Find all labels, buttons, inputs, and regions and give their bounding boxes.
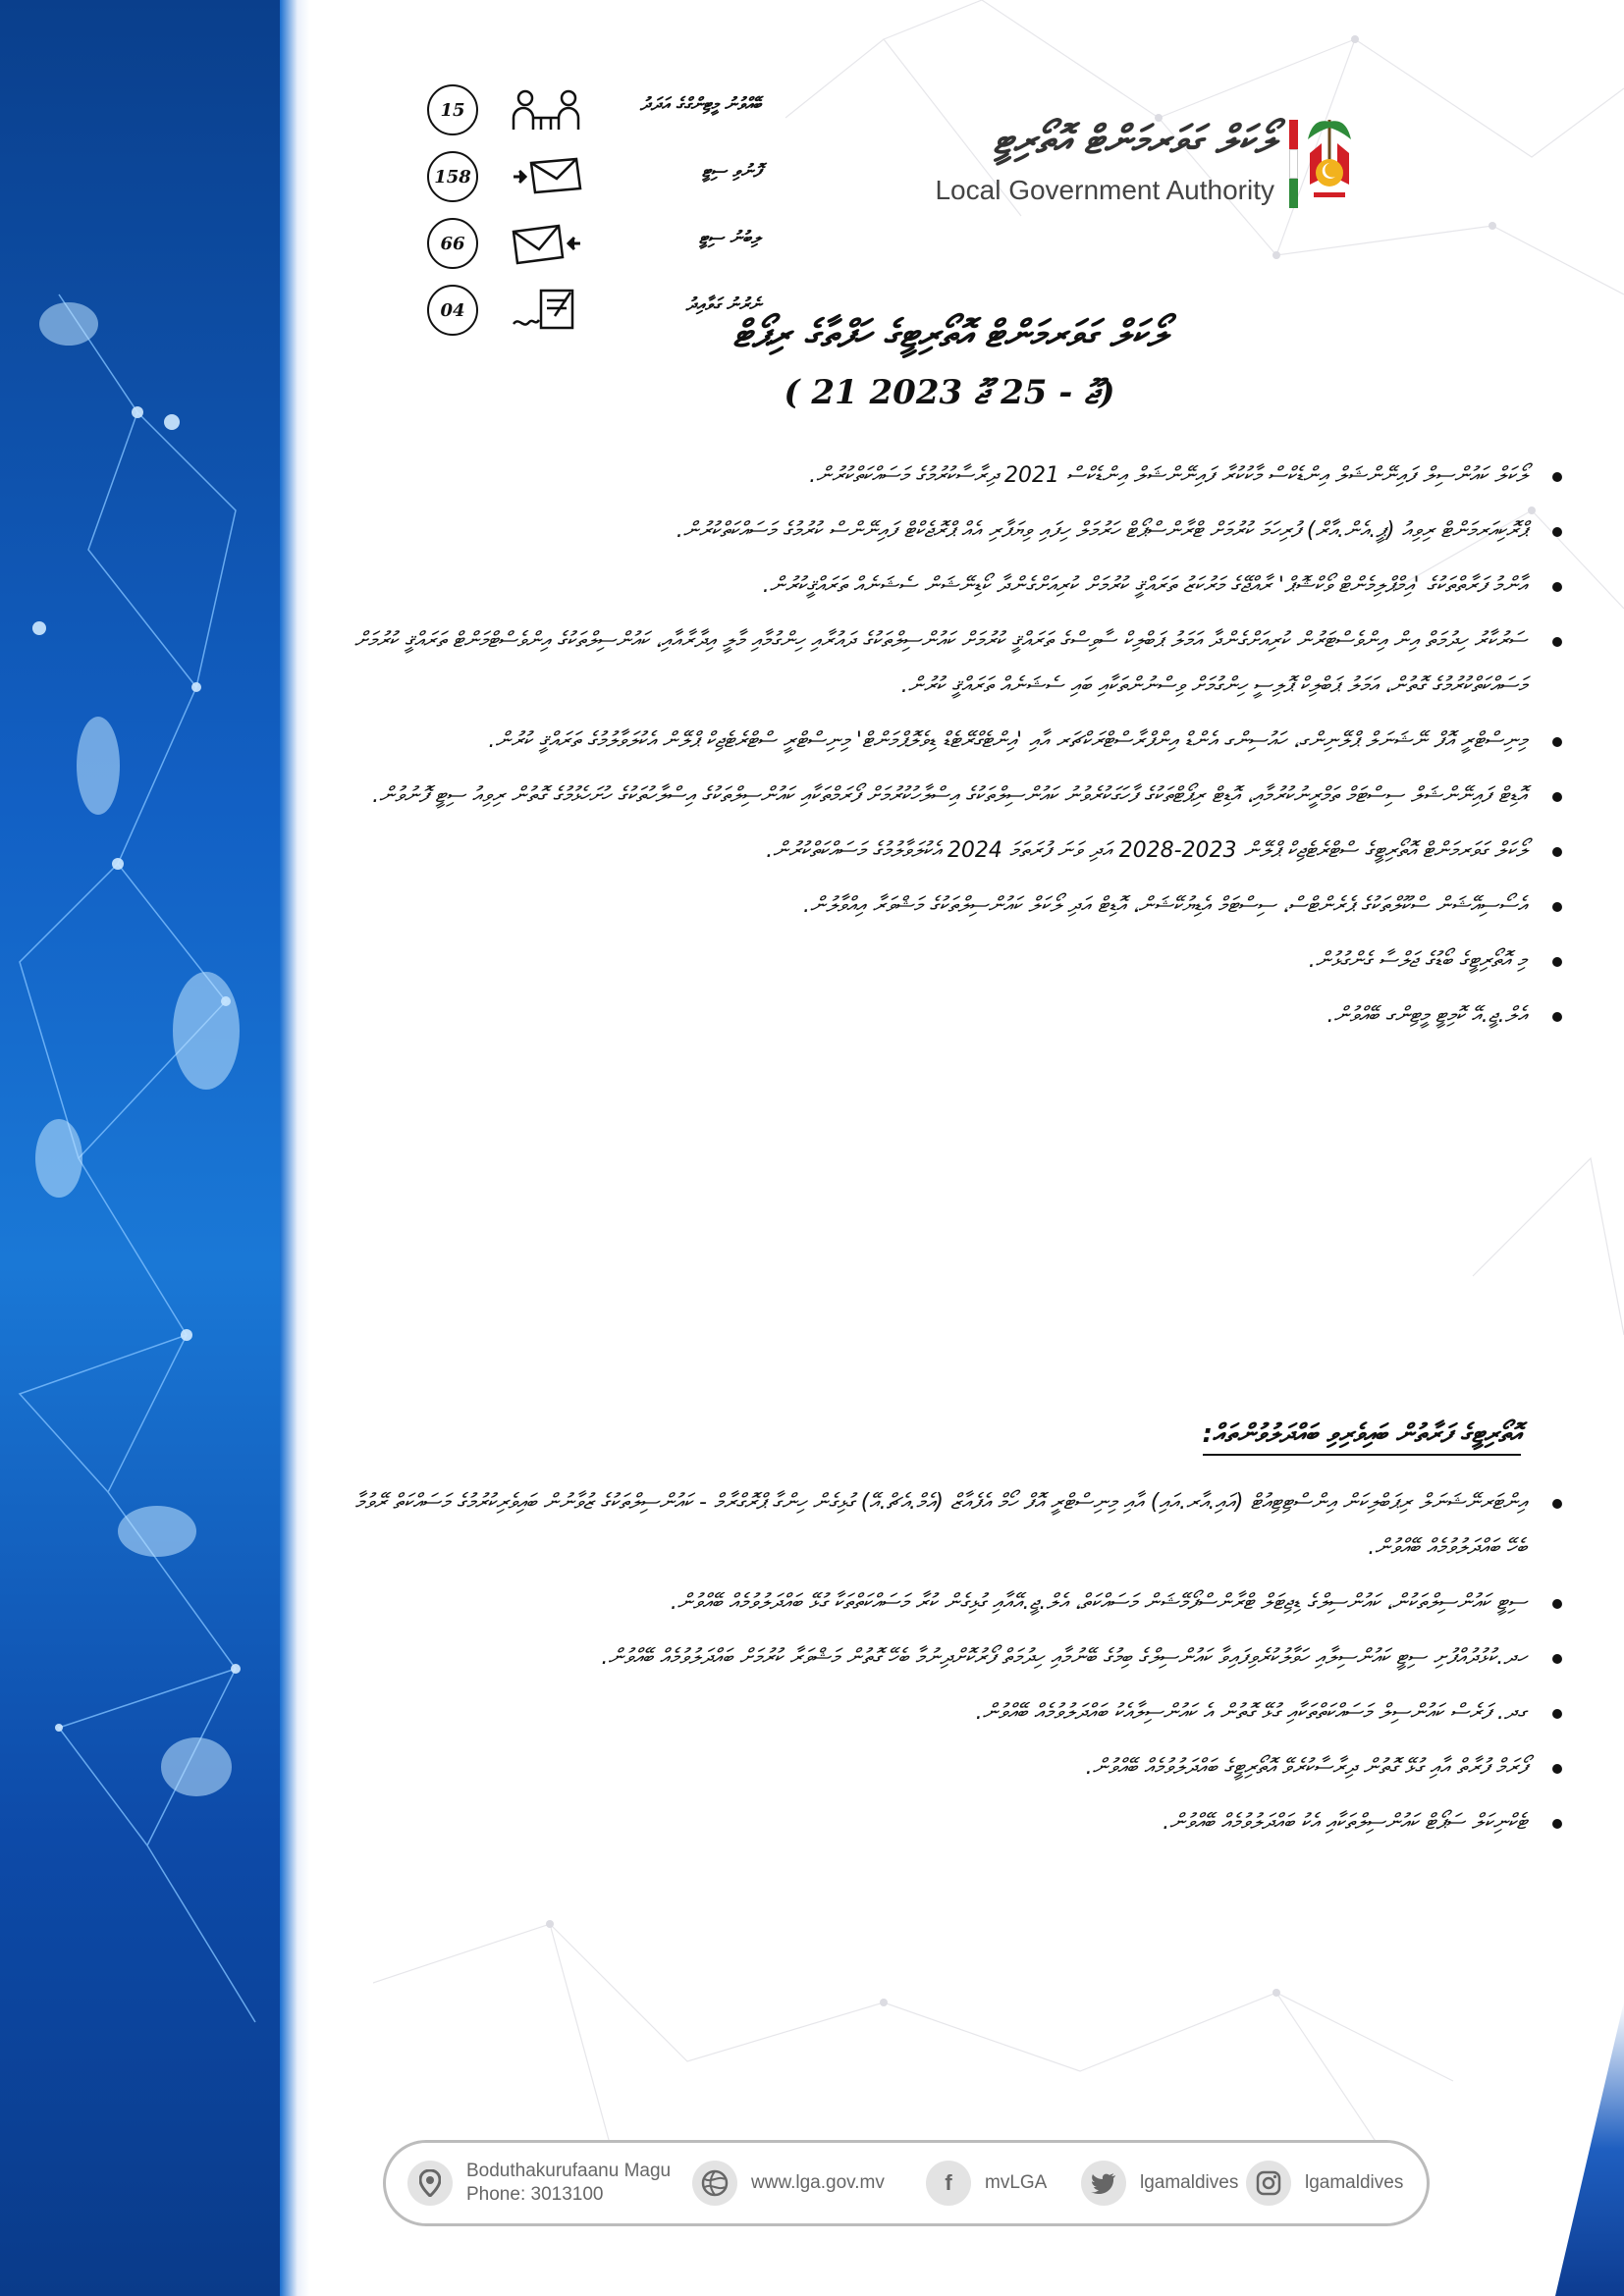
list-item: ސަރުކާރު ހިދުމަތް އިން އިންވެސްޓަރުން ކުރިއަށްގެންދާ އަމަލު ޕަބްލިކް ސާވިސްގެ ތަރައްޤީ ކުރުމަށް ކައުންސިލްތަކުގެ ދައުރާއި ހިންގުމާއި މާލީ އިދާރާއާއި، ކައުންސިލްތަކުގެ އިންވެސްޓްމަންޓް ތަރައްޤީ ކުރުމަށް މަސައްކަތްކުރުމުގެ ގޮތުން، އަމަލު ޕަބްލިކް ޕޮލިސީ ހިންގުމަށް ވިސްނުންތަކާއި ބައި ސެޝަނެއް ތަރައްޤީ ކުރުން. [344,618,1570,709]
meeting-people-icon [512,88,582,132]
list-item: އިންޓަރނޭޝަނަލް ރިޕަބްލިކަން އިންސްޓިޓިއުޓް (އައި.އާރ.އައި) އާއި މިނިސްޓްރީ އޮފް ހޯމް އެފެއާޒް (އެމް.އެޗް.އޭ) ގުޅިގެން ހިންގާ ޕްރޮގްރާމް - ކައުންސިލްތަކުގެ ޒުވާނުން ބައިވެރިކުރުމުގެ މަސައްކަތް ރޭވުމާ ބެހޭ ބައްދަލުވުމެއް ބޭއްވުން. [344,1480,1570,1571]
footer-website[interactable] [692,2143,885,2223]
website-link[interactable]: www.lga.gov.mv [751,2172,885,2193]
twitter-handle[interactable]: lgamaldives [1140,2172,1239,2193]
incoming-mail-icon [512,222,582,265]
list-item: މިނިސްޓްރީ އޮފް ނޭޝަނަލް ޕްލޭނިންގ، ހައުސިންގ އެންޑް އިންފްރާސްޓްރަކްޗަރ އާއި 'އިންޓެގްރޭޓެޑް ޑިވެލޮޕްމަންޓް' މިނިސްޓްރީ ސްޓްރެޓެޖިކް ޕްލޭން އެކުލަވާލުމުގެ ތަރައްޤީ ކުރުން. [344,719,1570,764]
list-item: އެލް.ޖީ.އޭ ކޮމިޓީ މީޓިންގ ބޭއްވުން. [344,993,1570,1039]
footer-instagram[interactable] [1246,2143,1403,2223]
stat-value: 04 [427,285,478,336]
stat-label: ނެރުނު ގަވާއިދު [685,294,761,315]
org-name-dhivehi: ލޯކަލް ގަވަރމަންޓް އޮތޯރިޓީ [993,118,1274,163]
list-item: އާންމު ފަރާތްތަކުގެ 'އިމްޕްލިމެންޓް ވޯކްޝޮޕް' ރާއްޖޭގެ މަރުކަޒު ތަރައްޤީ ކުރުމަށް ކުރިއަށްގެންދާ ކޯޑިނޭޝަން ސެޝަނެއް ތަރައްޤީކުރުން. [344,563,1570,609]
stat-value: 158 [427,151,478,202]
instagram-handle[interactable]: lgamaldives [1305,2172,1404,2193]
facebook-handle[interactable]: mvLGA [985,2172,1048,2193]
date-range: ( 21 ޖޫ - 25 ޖޫ 2023) [784,373,1115,412]
globe-icon [692,2161,737,2206]
section-heading: އޮތޯރިޓީގެ ފަރާތުން ބައިވެރިވި ބައްދަލުވުންތައް: [1203,1419,1522,1456]
stat-outgoing-letters [427,151,761,208]
stat-value: 66 [427,218,478,269]
stat-value: 15 [427,84,478,135]
page-title: ލޯކަލް ގަވަރމަންޓް އޮތޯރިޓީގެ ހަފްތާގެ ރިޕޯޓް [732,312,1166,355]
stat-label: ފޮނުވި ސިޓީ [701,161,761,182]
list-item: މި އޮތޯރިޓީގެ ބޯޑުގެ ޖަލްސާ ގެންގުޅުން. [344,938,1570,984]
facebook-icon: f [926,2161,971,2206]
list-item: ހދ.ކުޅުދުއްފުށި ސިޓީ ކައުންސިލާއި ހަވާލުކުރެވިފައިވާ ކައުންސިލްގެ ބިމުގެ ބޭނުމާއި ހިދުމަތް ފޯރުކޮށްދިނުމާ ބެހޭ ގޮތުން މަޝްވަރާ ކުރުމަށް ބައްދަލުވުމެއް ބޭއްވުން. [344,1635,1570,1681]
list-item: ޕްރޮކިއަރމަންޓް ރިވިއު (ޕީ.އެން.އާރް) ފުރިހަމަ ކުރުމަށް ޓްރާންސްޕޯޓް ހަރުމަލް ހިފައި ވިޔަފާރި އެއް ޕްރޮޖެކްޓް ފައިނޭންސް ކުރުމުގެ މަސައްކަތްކުރުން. [344,508,1570,554]
contact-footer [383,2140,1430,2226]
footer-facebook[interactable] [926,2143,1047,2223]
location-pin-icon [407,2161,453,2206]
list-item: ލޯކަލް ގަވަރމަންޓް އޮތޯރިޓީގެ ސްޓްރެޓެޖިކް ޕްލޭން 2023-2028 އަދި ވަނަ ފުރަތަމަ 2024 އެކުލަވާލުމުގެ މަސައްކަތްކުރުން. [344,828,1570,874]
list-item: ސިޓީ ކައުންސިލްތަކުން، ކައުންސިލްގެ ޑިޖިޓަލް ޓްރާންސްފޯމޭޝަން މަސައްކަތް، އެލް.ޖީ.އޭއާއި ގުޅިގެން ކުރާ މަސައްކަތްތަކާ ގުޅޭ ބައްދަލުވުމެއް ބޭއްވުން. [344,1580,1570,1626]
twitter-icon [1081,2161,1126,2206]
address-line: Boduthakurufaanu Magu [466,2161,672,2181]
list-item: އޮޑިޓް ފައިނޭންޝަލް ސިސްޓަމް ތަމްރީނުކުރުމާއި، އޮޑިޓް ރިޕޯޓްތަކުގެ ފާހަގަކުރެވުނު ކައުންސިލްތަކުގެ އިސްލާހުކުރުމަށް ފޯރަމްތަކާއި ކައުންސިލްތަކުގެ އިސްލާހުތަކުގެ ހުށަހެޅުމުގެ ގޮތުން ރިވިއު ސިޓީ ފޮނުވުން. [344,774,1570,819]
stat-incoming-letters [427,218,761,275]
meetings-list [344,1480,1570,1855]
stat-label: ބޭއްވުނު މީޓިންގްގެ އަދަދު [639,94,761,115]
stat-meetings [427,84,761,141]
instagram-icon [1246,2161,1291,2206]
phone-line: Phone: 3013100 [466,2184,604,2205]
stat-label: ލިބުނު ސިޓީ [698,228,761,248]
list-item: ލޯކަލް ކައުންސިލް ފައިނޭންޝަލް އިންޑެކްސް މާކުކުރާ ފައިނޭންޝަލް އިންޑެކްސް 2021 ދިރާސާކުރުމުގެ މަސައްކަތްކުރުން. [344,454,1570,499]
footer-address [407,2143,671,2223]
activities-list [344,454,1570,1048]
org-logo [935,110,1355,218]
flag-stripe [1289,120,1298,208]
outgoing-mail-icon [512,155,582,198]
footer-twitter[interactable] [1081,2143,1238,2223]
list-item: ޓެކްނިކަލް ސަޕޯޓް ކައުންސިލްތަކާއި އެކު ބައްދަލުވުމެއް ބޭއްވުން. [344,1800,1570,1845]
list-item: ފޯރަމް ފުރާތް އާއި ގުޅޭ ގޮތުން ދިރާސާކުރެވޭ އޮތޯރިޓީގެ ބައްދަލުވުމެއް ބޭއްވުން. [344,1745,1570,1790]
national-emblem-icon [1304,110,1355,208]
org-name-english: Local Government Authority [935,175,1274,205]
list-item: އެސޯސިއޭޝަން ސްކޫލްތަކުގެ ޕެރެންޓްސް، ސިސްޓަމް އެޑިޔުކޭޝަން، އޮޑިޓް އަދި ލޯކަލް ކައުންސިލްތަކުގެ މަޝްވަރާ އިއްވާލުން. [344,883,1570,929]
list-item: ގދ. ފަރެސް ކައުންސިލް މަސައްކަތްތަކާއި ގުޅޭ ގޮތުން އެ ކައުންސިލާއެކު ބައްދަލުވުމެއް ބޭއްވުން. [344,1690,1570,1735]
